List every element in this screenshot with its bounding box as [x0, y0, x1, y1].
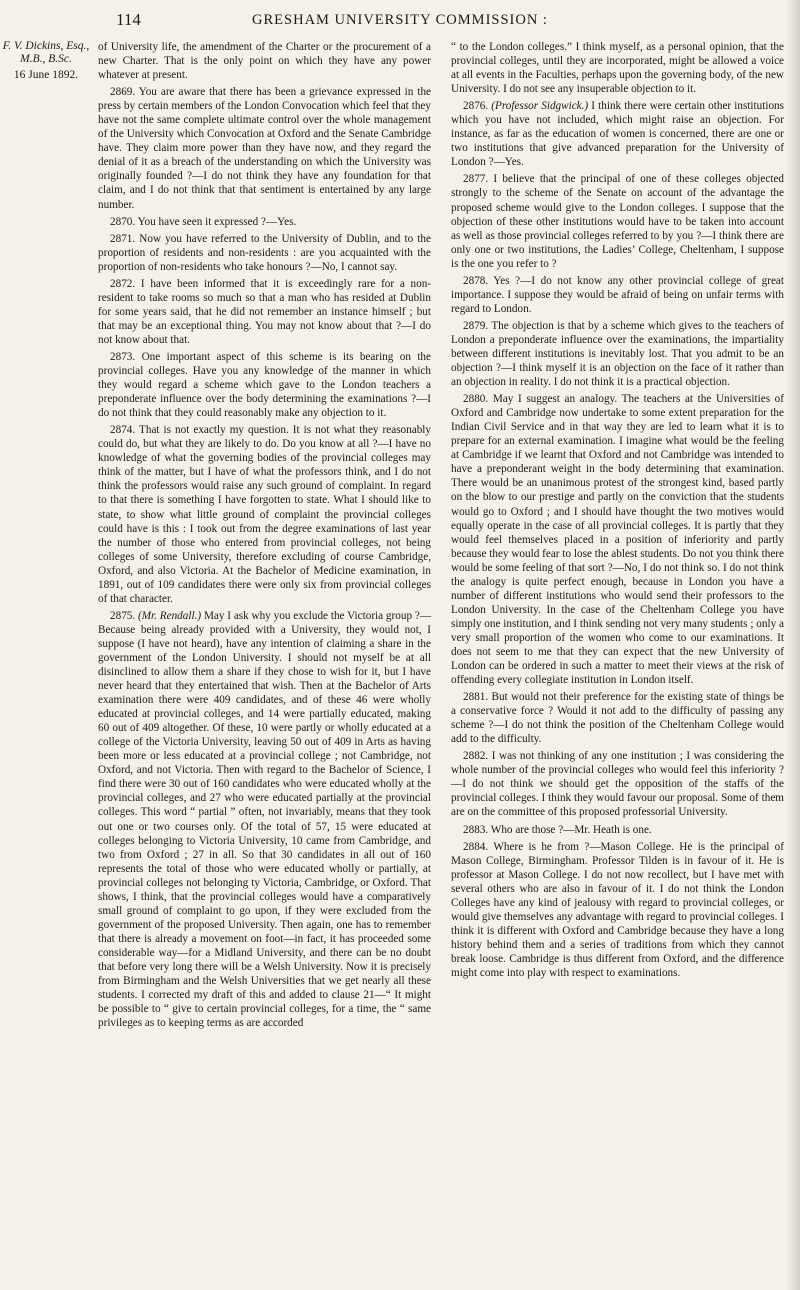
testimony-paragraph: [451, 172, 784, 270]
testimony-paragraph: [98, 423, 431, 606]
testimony-text: That is not exactly my question. It is not what they reasonably could do, but what they are likely to do. Do you know at all ?—I have no knowledge of what the governing bodies of the provincial colleges may think of the matter, but I have of what the professors think, and I do not think the professors would raise any such ground of complaint. In regard to that there is something I have forgotten to state. What I should like to state, to show what little ground of complaint the provincial colleges could have is this : I took out from the degree examinations of last year the number of those who entered from provincial colleges, not being colleges of some University, therefore excluding of course Cambridge, Oxford, and also Victoria. At the Bachelor of Medicine examination, in 1891, out of 109 candidates there were only six from provincial colleges of that character.: [98, 424, 431, 605]
testimony-text: May I suggest an analogy. The teachers at the Universities of Oxford and Cambridge now undertake to some extent preparation for the Indian Civil Service and in that way they are led to learn what it is to prepare for an external examination. I imagine what would be the feeling at Cambridge if we learnt that Oxford and not Cambridge was intended to have a preponderant weight in the body determining that examination. There would be an unanimous protest of the strongest kind, based partly on the blow to our prestige and partly on the conviction that the students would go to Oxford ; and I should have thought the two motives would equally operate in the case of all provincial colleges. It is partly that they would feel themselves placed in a position of inferiority and partly because they would fear to lose the ablest students. Do not you think there would be some feeling of that sort ?—No, I do not think so. I do not think the analogy is quite perfect enough, because in London you have a number of different institutions who would send their professors to the London University. In the case of the Cheltenham College you have simply one institution, and I think sending not very many students ; only a very small proportion of the women who come to our examinations. It does not seem to me that they can expect that the new University of London can be ordered in such a matter to meet their views at the risk of offending every collegiate institution in London itself.: [451, 393, 785, 687]
question-number: 2875.: [110, 609, 136, 622]
question-number: 2870.: [110, 215, 136, 228]
testimony-text: Now you have referred to the University of Dublin, and to the proportion of residents and non-residents : are you acquainted with the proportion of non-residents who take honours ?—No, I cannot say.: [98, 232, 431, 273]
testimony-paragraph: [451, 274, 784, 316]
running-head: [0, 8, 800, 34]
session-date: 16 June 1892.: [13, 69, 79, 81]
testimony-paragraph: [98, 277, 431, 347]
testimony-paragraph: [451, 823, 784, 837]
testimony-text: The objection is that by a scheme which gives to the teachers of London a preponderate influence over the examinations, the impartiality between different institutions is inevitably lost. That you admit to be an objection ?—I think myself it is an objection on the face of it rather than an objection in reality. I do not think it is a practical objection.: [451, 319, 784, 389]
question-number: 2876.: [463, 100, 489, 113]
speaker-name: (Mr. Rendall.): [138, 609, 202, 622]
testimony-text: Where is he from ?—Mason College. He is the principal of Mason College, Birmingham. Professor Tilden is in favour of it. He is professor at Mason College. I do not now recollect, but I have met with several others who are also in favour of it. I do not think the London Colleges have any kind of jealousy with regard to provincial colleges, or would give themselves any advantage with regard to provincial colleges. I think it is different with Oxford and Cambridge because they have a long history behind them and a series of traditions from which they cannot break loose. Cambridge is thus different from Oxford, and the difference might come into play with respect to examinations.: [451, 840, 784, 979]
testimony-paragraph: [451, 840, 784, 980]
testimony-text: I was not thinking of any one institution ; I was considering the whole number of the provincial colleges who would feel this inferiority ?—I do not think we should get the opposition of the staffs of the provincial colleges. I think they would favour our proposal. Some of them are on the committee of this proposed professorial University.: [451, 750, 785, 819]
testimony-paragraph: [98, 40, 431, 82]
testimony-text: You have seen it expressed ?—Yes.: [137, 215, 297, 228]
margin-note: [2, 40, 90, 82]
page-title: GRESHAM UNIVERSITY COMMISSION :: [252, 12, 548, 28]
testimony-text: Who are those ?—Mr. Heath is one.: [490, 823, 652, 836]
testimony-text: “ to the London colleges.” I think myself, as a personal opinion, that the provincial colleges, until they are incorporated, might be allowed a voice at all events in the Faculties, perhaps upon the governing body, of the new University. I do not see any insuperable objection to it.: [451, 41, 784, 96]
testimony-paragraph: [98, 85, 431, 211]
question-number: 2884.: [463, 840, 489, 853]
testimony-paragraph: [98, 609, 431, 1030]
testimony-paragraph: [98, 350, 431, 420]
testimony-paragraph: [451, 319, 784, 389]
speaker-name: (Professor Sidgwick.): [491, 100, 589, 113]
question-number: 2872.: [110, 277, 136, 290]
testimony-paragraph: [451, 99, 784, 169]
question-number: 2873.: [110, 350, 136, 363]
testimony-text: But would not their preference for the existing state of things be a conservative force ? Would it not add to the difficulty of passing any scheme ?—I do not think the position of the Cheltenham College would add to the difficulty.: [451, 691, 784, 746]
testimony-text: of University life, the amendment of the Charter or the procurement of a new Charter. That is the only point on which they have any power whatever at present.: [98, 41, 431, 82]
question-number: 2879.: [463, 319, 489, 332]
question-number: 2878.: [463, 274, 489, 287]
left-column: [98, 40, 431, 1033]
testimony-text: I think there were certain other institutions which you have not included, which might raise an objection. For instance, as far as the education of women is concerned, there are one or two institutions that give advanced preparation for the University of London ?—Yes.: [451, 100, 784, 169]
question-number: 2877.: [463, 173, 489, 186]
question-number: 2871.: [110, 232, 136, 245]
question-number: 2883.: [463, 823, 489, 836]
testimony-text: I have been informed that it is exceedingly rare for a non-resident to take rooms so much so that a man who has resided at Dublin for some years said, that he did not remember an instance himself ; but that may be an exceptional thing. You may not know about that ?—I do not know about that.: [98, 277, 432, 346]
testimony-text: Yes ?—I do not know any other provincial college of great importance. I suppose they would be afraid of being on unfair terms with regard to London.: [451, 274, 784, 315]
right-column: [451, 40, 784, 983]
testimony-paragraph: [451, 690, 784, 746]
testimony-text: You are aware that there has been a grievance expressed in the press by certain members of the London Convocation which feel that they have not the same complete ultimate control over the whole management of the University which Convocation at Oxford and the Senate Cambridge have. They claim more power than they have now, and they regard the denial of it as a breach of the understanding on which the University was originally founded ?—I do not think they have any foundation for that claim, and I do not think that that sentiment is entertained by any large number.: [98, 86, 431, 211]
testimony-text: I believe that the principal of one of these colleges objected strongly to the scheme of the Senate on account of the advantage the proposed scheme would give to the London colleges. I suppose that the objection of these other institutions would have to be taken into account as well as those provincial colleges referred to by you ?—I think there are only one or two institutions, the Ladies’ College, Cheltenham, I suppose is the one you refer to ?: [451, 173, 785, 270]
testimony-paragraph: [451, 749, 784, 819]
question-number: 2881.: [463, 691, 489, 704]
testimony-text: One important aspect of this scheme is its bearing on the provincial colleges. Have you any knowledge of the manner in which they would regard a scheme which gave to the London teachers a preponderate influence over the body determining the examinations ?—I do not think that they could reasonably make any objection to it.: [98, 350, 431, 420]
testimony-paragraph: [451, 392, 784, 687]
witness-name: F. V. Dickins, Esq., M.B., B.Sc.: [2, 40, 90, 65]
testimony-text: May I ask why you exclude the Victoria group ?—Because being already provided with a University, they would not, I suppose (I have not heard), have any intention of claiming a share in the government of the London University. I should not myself be at all disinclined to allow them a share if they chose to wish for it, but I have never heard that they entertained that wish. Then at the Bachelor of Arts examination there were 409 candidates, and of these 46 were wholly educated at provincial colleges, and 14 were partially educated, making 60 out of 409 altogether. Of these, 10 were partly or wholly educated at a college of the Victoria University, leaving 50 out of 409 in Arts as having been more or less educated at a provincial college ; not Cambridge, not Oxford, and not Victoria. Then with regard to the Bachelor of Science, I find there were 30 out of 160 candidates who were educated wholly at the provincial colleges, and 27 who were educated partially at the provincial colleges. This word “ partial ” often, not invariably, means that they took out one or two courses only. Of the total of 57, 15 were educated at colleges belonging to Victoria University, 10 came from Cambridge, and two from Oxford ; 27 in all. So that 30 candidates in all out of 160 represents the total of those who were educated wholly or partially, at provincial colleges not belonging ty Victoria, Cambridge, or Oxford. That shows, I think, that the provincial colleges would have a comparatively small ground of complaint to go upon, if they were excluded from the government of the proposed University. Then again, one has to remember that there is already a movement on foot—in fact, it has proceeded some considerable way—for a Midland University, and there can be no doubt that before very long there will be a Welsh University. Now it is precisely from Birmingham and the Welsh Universities that we get nearly all these students. I corrected my draft of this and added to clause 21—“ It might be possible to “ give to certain provincial colleges, for a time, the “ same privileges as to keeping terms as are accorded: [98, 609, 432, 1030]
testimony-paragraph: [98, 215, 431, 229]
testimony-paragraph: [98, 232, 431, 274]
page-number: 114: [116, 10, 141, 29]
page-edge-shadow: [786, 0, 800, 1290]
question-number: 2874.: [110, 424, 136, 437]
question-number: 2869.: [110, 86, 136, 99]
testimony-paragraph: [451, 40, 784, 96]
question-number: 2882.: [463, 750, 489, 763]
question-number: 2880.: [463, 393, 489, 406]
